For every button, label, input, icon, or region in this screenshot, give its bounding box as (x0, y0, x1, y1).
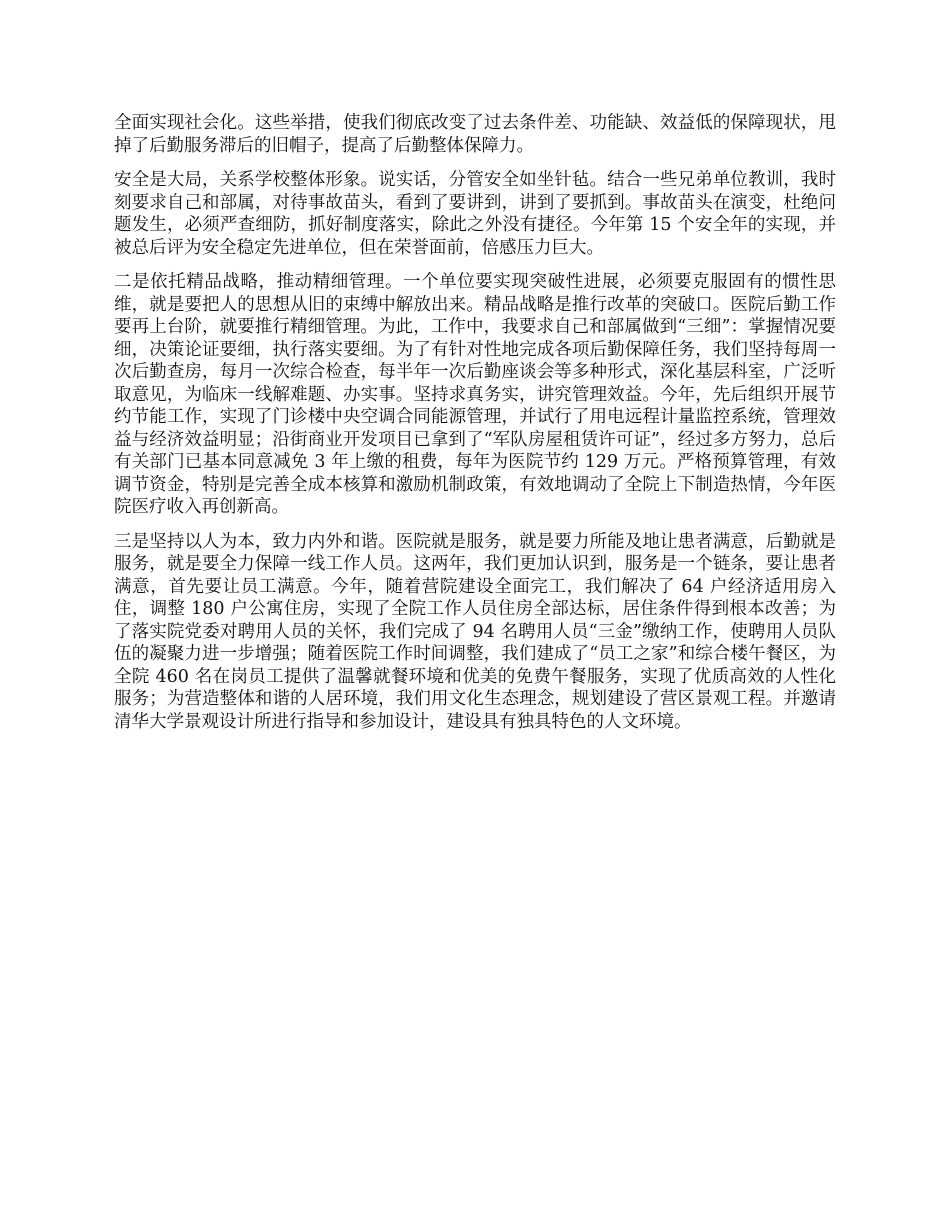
paragraph-safety: 安全是大局，关系学校整体形象。说实话，分管安全如坐针毡。结合一些兄弟单位教训，我时刻要求自己和部属，对待事故苗头，看到了要讲到，讲到了要抓到。事故苗头在演变，杜绝问题发生，必须严查细防，抓好制度落实，除此之外没有捷径。今年第 15 个安全年的实现，并被总后评为安全稳定先进单位，但在荣誉面前，倍感压力巨大。 (114, 170, 836, 258)
paragraph-social: 全面实现社会化。这些举措，使我们彻底改变了过去条件差、功能缺、效益低的保障现状，甩掉了后勤服务滞后的旧帽子，提高了后勤整体保障力。 (114, 113, 836, 156)
paragraph-people-oriented: 三是坚持以人为本，致力内外和谐。医院就是服务，就是要力所能及地让患者满意，后勤就是服务，就是要全力保障一线工作人员。这两年，我们更加认识到，服务是一个链条，要让患者满意，首先要让员工满意。今年，随着营院建设全面完工，我们解决了 64 户经济适用房入住，调整 180 户公寓住房，实现了全院工作人员住房全部达标，居住条件得到根本改善；为了落实院党委对聘用人员的关怀，我们完成了 94 名聘用人员“三金”缴纳工作，使聘用人员队伍的凝聚力进一步增强；随着医院工作时间调整，我们建成了“员工之家”和综合楼午餐区，为全院 460 名在岗员工提供了温馨就餐环境和优美的免费午餐服务，实现了优质高效的人性化服务；为营造整体和谐的人居环境，我们用文化生态理念，规划建设了营区景观工程。并邀请清华大学景观设计所进行指导和参加设计，建设具有独具特色的人文环境。 (114, 531, 837, 732)
paragraph-fine-management: 二是依托精品战略，推动精细管理。一个单位要实现突破性进展，必须要克服固有的惯性思维，就是要把人的思想从旧的束缚中解放出来。精品战略是推行改革的突破口。医院后勤工作要再上台阶，就要推行精细管理。为此，工作中，我要求自己和部属做到“三细”：掌握情况要细，决策论证要细，执行落实要细。为了有针对性地完成各项后勤保障任务，我们坚持每周一次后勤查房，每月一次综合检查，每半年一次后勤座谈会等多种形式，深化基层科室，广泛听取意见，为临床一线解难题、办实事。坚持求真务实，讲究管理效益。今年，先后组织开展节约节能工作，实现了门诊楼中央空调合同能源管理，并试行了用电远程计量监控系统，管理效益与经济效益明显；沿街商业开发项目已拿到了“军队房屋租赁许可证”，经过多方努力，总后有关部门已基本同意减免 3 年上缴的租费，每年为医院节约 129 万元。严格预算管理，有效调节资金，特别是完善全成本核算和激励机制政策，有效地调动了全院上下制造热情，今年医院医疗收入再创新高。 (114, 272, 836, 517)
document-body (114, 112, 836, 745)
